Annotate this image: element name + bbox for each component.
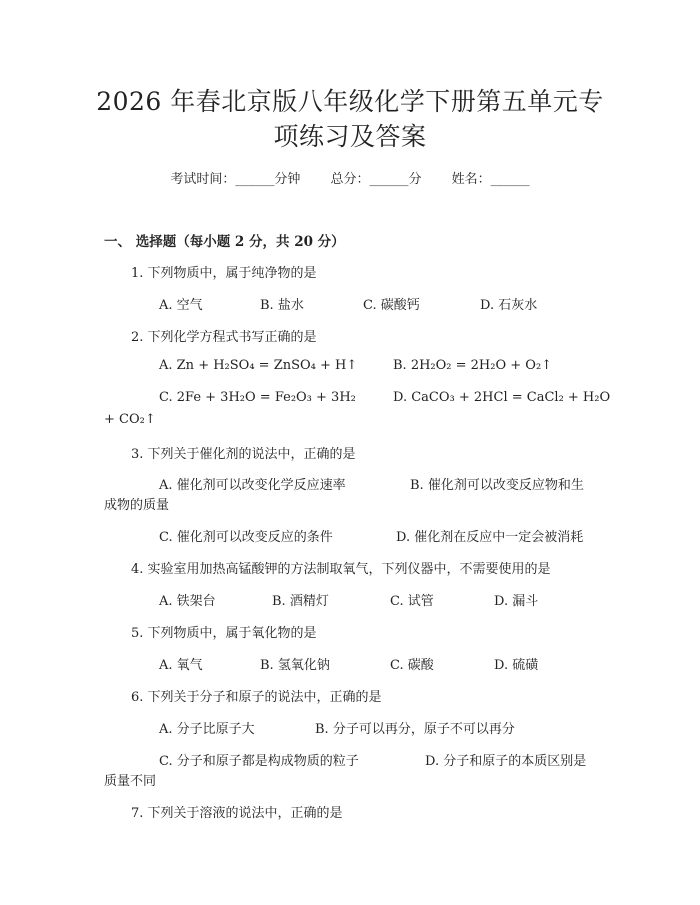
doc-title-line2: 项练习及答案 xyxy=(273,122,427,151)
question-6-option-a: A. 分子比原子大 xyxy=(159,722,255,737)
question-6-stem: 6. 下列关于分子和原子的说法中，正确的是 xyxy=(131,690,382,705)
question-6-option-d-continued: 质量不同 xyxy=(104,774,157,789)
total-score-field: 总分：______分 xyxy=(330,172,422,187)
question-5-stem: 5. 下列物质中，属于氧化物的是 xyxy=(131,626,317,641)
question-3-option-c: C. 催化剂可以改变反应的条件 xyxy=(159,530,333,545)
question-1-option-d: D. 石灰水 xyxy=(480,298,538,313)
question-4-stem: 4. 实验室用加热高锰酸钾的方法制取氧气，下列仪器中，不需要使用的是 xyxy=(131,562,551,577)
question-2-option-d: D. CaCO₃ + 2HCl = CaCl₂ + H₂O xyxy=(393,390,611,405)
question-3-option-d: D. 催化剂在反应中一定会被消耗 xyxy=(396,530,584,545)
question-2-option-c: C. 2Fe + 3H₂O = Fe₂O₃ + 3H₂ xyxy=(159,390,356,405)
question-3-option-b-continued: 成物的质量 xyxy=(104,498,170,513)
question-6-option-d: D. 分子和原子的本质区别是 xyxy=(425,754,587,769)
question-2-option-a: A. Zn + H₂SO₄ = ZnSO₄ + H↑ xyxy=(159,358,358,373)
doc-title-line1: 2026 年春北京版八年级化学下册第五单元专 xyxy=(96,87,604,116)
student-name-field: 姓名：______ xyxy=(451,172,530,187)
question-4-option-d: D. 漏斗 xyxy=(494,594,539,609)
question-3-option-b: B. 催化剂可以改变反应物和生 xyxy=(410,478,584,493)
question-5-option-b: B. 氢氧化钠 xyxy=(260,658,330,673)
question-1-stem: 1. 下列物质中，属于纯净物的是 xyxy=(131,266,317,281)
section-heading: 一、 选择题（每小题 2 分，共 20 分） xyxy=(104,234,345,250)
question-4-option-c: C. 试管 xyxy=(390,594,434,609)
question-3-stem: 3. 下列关于催化剂的说法中，正确的是 xyxy=(131,447,356,462)
question-2-option-b: B. 2H₂O₂ = 2H₂O + O₂↑ xyxy=(393,358,553,373)
question-7-stem: 7. 下列关于溶液的说法中，正确的是 xyxy=(131,806,343,821)
question-6-option-c: C. 分子和原子都是构成物质的粒子 xyxy=(159,754,359,769)
question-4-option-b: B. 酒精灯 xyxy=(272,594,329,609)
question-1-option-c: C. 碳酸钙 xyxy=(363,298,420,313)
exam-time-field: 考试时间：______分钟 xyxy=(170,172,301,187)
question-5-option-c: C. 碳酸 xyxy=(390,658,434,673)
question-5-option-d: D. 硫磺 xyxy=(494,658,539,673)
exam-meta xyxy=(0,168,700,187)
question-2-option-d-continued: + CO₂↑ xyxy=(104,412,156,427)
question-5-option-a: A. 氧气 xyxy=(159,658,203,673)
question-4-option-a: A. 铁架台 xyxy=(159,594,216,609)
question-2-stem: 2. 下列化学方程式书写正确的是 xyxy=(131,330,317,345)
question-6-option-b: B. 分子可以再分，原子不可以再分 xyxy=(315,722,515,737)
question-3-option-a: A. 催化剂可以改变化学反应速率 xyxy=(159,478,346,493)
question-1-option-b: B. 盐水 xyxy=(260,298,304,313)
question-1-option-a: A. 空气 xyxy=(159,298,203,313)
